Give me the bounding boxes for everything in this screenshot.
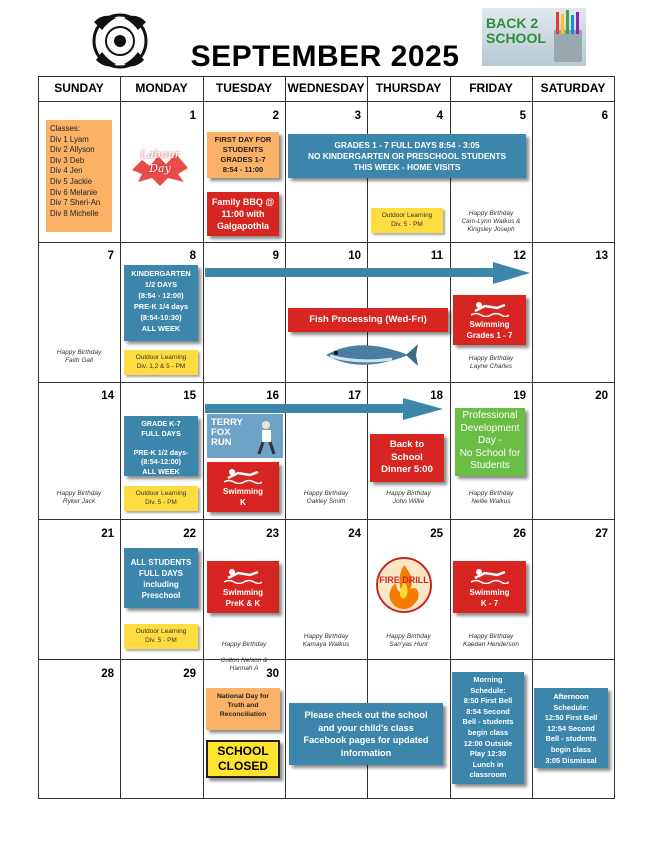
pro-d-line: Professional [462, 410, 518, 421]
birthday-note [453, 355, 529, 371]
morning-line: Bell - students [462, 717, 514, 727]
afternoon-line: 12:50 First Bell [544, 713, 598, 723]
kindergarten-line: (8:54 - 12:00) [138, 291, 184, 300]
first-day-line: 8:54 - 11:00 [222, 165, 264, 174]
date-number: 16 [266, 390, 279, 402]
birthday-name: San'yas Hunt [389, 641, 428, 648]
pro-d-day-box [455, 408, 525, 476]
kindergarten-box [124, 265, 198, 341]
birthday-name: Colton Nelson & Hannah A [220, 657, 268, 672]
day-header-tuesday: TUESDAY [215, 81, 273, 95]
facebook-line: Facebook pages for updated [303, 735, 429, 745]
outdoor-learning-label: Outdoor Learning [135, 354, 187, 361]
grid-line [285, 76, 286, 799]
back-to-school-dinner-box [370, 434, 444, 482]
day-header-saturday: SATURDAY [540, 81, 606, 95]
outdoor-learning-divs: Div. 5 - PM [145, 499, 177, 506]
classes-heading: Classes: [50, 124, 80, 133]
date-number: 13 [595, 250, 608, 262]
date-number: 7 [107, 250, 114, 262]
afternoon-line: begin class [550, 744, 592, 754]
swimming-box [207, 462, 279, 512]
day-header-friday: FRIDAY [469, 81, 513, 95]
week-arrow [205, 398, 443, 420]
kindergarten-line: (8:54-10:30) [140, 313, 182, 322]
birthday-label: Happy Birthday [56, 349, 102, 356]
grid-line [38, 76, 39, 799]
date-number: 21 [101, 528, 114, 540]
pro-d-line: No School for [459, 447, 521, 459]
swimming-box [207, 561, 279, 613]
outdoor-learning-label: Outdoor Learning [135, 628, 187, 635]
terry-fox-line: FOX [211, 427, 231, 438]
runner-icon [253, 420, 279, 456]
first-day-line: GRADES 1-7 [220, 155, 266, 164]
birthday-label: Happy Birthday [386, 490, 431, 497]
birthday-label: Happy Birthday [221, 641, 267, 648]
swimming-label: Swimming [469, 588, 510, 597]
afternoon-schedule-box [534, 688, 608, 768]
morning-line: 8:50 First Bell [463, 696, 513, 706]
afternoon-line: Bell - students [545, 734, 597, 744]
week-arrow [205, 262, 530, 284]
classes-list [46, 120, 112, 232]
labour-day-label: Labour Day [140, 148, 180, 175]
truth-reconciliation-box [206, 688, 280, 730]
birthday-label: Happy Birthday [303, 490, 349, 497]
terry-fox-run-image [207, 414, 283, 458]
birthday-label: Happy Birthday [468, 355, 514, 362]
terry-fox-text [211, 418, 243, 448]
swimming-label: Swimming [222, 487, 263, 496]
first-day-line: STUDENTS [222, 145, 264, 154]
morning-line: Play 12:30 [469, 749, 507, 759]
date-number: 27 [595, 528, 608, 540]
grid-line [532, 76, 533, 799]
birthday-name: Cam-Lynn Walkus & Kingsley Joseph [461, 218, 521, 233]
birthday-label: Happy Birthday [468, 633, 514, 640]
outdoor-learning-box [124, 486, 198, 511]
birthday-label: Happy Birthday [56, 490, 102, 497]
birthday-label: Happy Birthday [468, 210, 514, 217]
birthday-note [206, 633, 282, 681]
morning-line: Morning [473, 675, 503, 684]
kindergarten-line: 1/2 DAYS [144, 280, 178, 289]
fire-drill-graphic [372, 555, 436, 615]
date-number: 17 [348, 390, 361, 402]
class-item: Div 1 Lyam [50, 134, 89, 144]
birthday-name: Kaedan Henderson [462, 641, 519, 648]
outdoor-learning-box [371, 208, 443, 233]
birthday-note [40, 490, 118, 506]
pro-d-line: Students [470, 460, 510, 471]
birthday-note [287, 633, 365, 649]
date-number: 23 [266, 528, 279, 540]
all-students-line: including [143, 580, 179, 589]
outdoor-learning-box [124, 624, 198, 649]
grid-line [38, 659, 615, 660]
kindergarten-line: PRE-K 1/4 days [133, 302, 189, 311]
birthday-name: Oakley Smith [306, 498, 346, 505]
pro-d-line: Day - [478, 435, 502, 446]
swimming-grades: K [240, 498, 246, 507]
birthday-label: Happy Birthday [386, 633, 431, 640]
grade-k7-line: FULL DAYS [141, 428, 181, 438]
grid-line [38, 242, 615, 243]
swimmer-icon [224, 466, 262, 484]
school-closed-box [206, 740, 280, 778]
morning-line: begin class [467, 727, 509, 737]
date-number: 1 [189, 110, 196, 122]
birthday-note [369, 490, 448, 506]
class-item: Div 5 Jackie [50, 176, 93, 186]
birthday-note [451, 633, 531, 649]
date-number: 12 [513, 250, 526, 262]
date-number: 25 [430, 528, 443, 540]
outdoor-learning-box [124, 350, 198, 375]
grid-line [367, 76, 368, 799]
school-closed-line: CLOSED [217, 759, 268, 773]
all-students-line: FULL DAYS [138, 569, 183, 578]
banner-line: GRADES 1 - 7 FULL DAYS 8:54 - 3:05 [334, 140, 480, 150]
birthday-name: Nellie Walkus [471, 498, 511, 505]
grid-line [120, 76, 121, 799]
first-day-line: FIRST DAY FOR [214, 135, 272, 144]
dinner-line: Dinner 5:00 [381, 464, 433, 475]
pro-d-line: Development [460, 422, 520, 434]
afternoon-line: 12:54 Second [547, 723, 595, 733]
facebook-line: and your child's class [318, 722, 414, 733]
terry-fox-line: TERRY [211, 417, 243, 428]
all-students-line: ALL STUDENTS [130, 558, 192, 567]
all-students-box [124, 548, 198, 608]
date-number: 24 [348, 528, 361, 540]
birthday-name: Layne Charles [470, 363, 512, 370]
first-day-box [207, 132, 279, 178]
grades-full-days-banner [288, 134, 526, 178]
outdoor-learning-label: Outdoor Learning [135, 490, 187, 497]
dinner-line: Back to [389, 439, 425, 450]
grid-line [38, 101, 615, 102]
date-number: 11 [430, 250, 443, 262]
grid-line [203, 76, 204, 799]
labour-day-graphic [128, 140, 192, 192]
date-number: 15 [183, 390, 196, 402]
outdoor-learning-label: Outdoor Learning [381, 212, 433, 219]
kindergarten-line: KINDERGARTEN [131, 269, 191, 278]
kindergarten-line: ALL WEEK [141, 324, 181, 333]
grade-k7-line: PRE-K 1/2 days- [133, 447, 189, 457]
morning-line: Schedule: [470, 685, 506, 695]
birthday-label: Happy Birthday [303, 633, 349, 640]
dinner-line: School [391, 451, 423, 463]
outdoor-learning-divs: Div. 5 - PM [391, 221, 423, 228]
afternoon-line: 3:05 Dismissal [545, 755, 597, 765]
class-item: Div 4 Jen [50, 166, 83, 176]
birthday-name: John Willie [392, 498, 425, 505]
swimming-grades: K - 7 [480, 599, 499, 608]
page-title: SEPTEMBER 2025 [190, 40, 460, 73]
afternoon-line: Schedule: [553, 702, 589, 712]
swimming-label: Swimming [469, 320, 510, 329]
date-number: 4 [436, 110, 443, 122]
grade-k7-line [124, 438, 198, 448]
family-bbq-box: Family BBQ @ 11:00 with Galgapothla [207, 192, 279, 236]
class-item: Div 3 Deb [50, 155, 85, 165]
date-number: 26 [513, 528, 526, 540]
back2school-label: BACK 2 SCHOOL [486, 15, 546, 46]
date-number: 10 [348, 250, 361, 262]
swimming-box [453, 561, 526, 613]
truth-line: Truth and [227, 702, 259, 709]
date-number: 20 [595, 390, 608, 402]
swimming-box [453, 295, 526, 345]
outdoor-learning-divs: Div. 1,2 & 5 - PM [136, 363, 186, 370]
grid-line [38, 382, 615, 383]
date-number: 5 [519, 110, 526, 122]
grade-k7-line: GRADE K-7 [141, 419, 181, 428]
grade-k7-line: (8:54-12:00) [141, 457, 181, 467]
date-number: 30 [266, 668, 279, 680]
day-header-sunday: SUNDAY [54, 81, 104, 95]
birthday-note [369, 633, 448, 649]
date-number: 6 [601, 110, 608, 122]
date-number: 22 [183, 528, 196, 540]
grid-line [38, 798, 615, 799]
date-number: 9 [272, 250, 279, 262]
swimming-label: Swimming [222, 588, 263, 597]
birthday-name: Faith Gall [65, 357, 93, 364]
facebook-line: information [340, 747, 392, 758]
class-item: Div 7 Sheri-An [50, 198, 101, 208]
day-header-thursday: THURSDAY [375, 81, 442, 95]
grid-line [38, 519, 615, 520]
day-header-wednesday: WEDNESDAY [287, 81, 365, 95]
date-number: 14 [101, 390, 114, 402]
fire-drill-label: FIRE DRILL [379, 575, 429, 585]
morning-line: classroom [469, 770, 507, 780]
truth-line: National Day for [216, 693, 270, 700]
birthday-name: Ryker Jack [62, 498, 96, 505]
class-item: Div 2 Allyson [50, 145, 95, 155]
morning-line: Lunch in [472, 759, 504, 769]
morning-line: 8:54 Second [466, 706, 510, 716]
date-number: 28 [101, 668, 114, 680]
date-number: 3 [354, 110, 361, 122]
date-number: 2 [272, 110, 279, 122]
all-students-line: Preschool [141, 591, 181, 600]
truth-line: Reconciliation [219, 711, 267, 718]
day-header-monday: MONDAY [135, 81, 188, 95]
birthday-note [453, 210, 529, 234]
date-number: 18 [430, 390, 443, 402]
grid-line [450, 76, 451, 799]
facebook-note-box [289, 703, 443, 765]
morning-line: 12:00 Outside [463, 738, 513, 748]
fish-processing-banner: Fish Processing (Wed-Fri) [288, 308, 448, 332]
birthday-name: Kamaya Walkus [302, 641, 350, 648]
facebook-line: Please check out the school [304, 710, 428, 720]
grid-line [614, 76, 615, 799]
banner-line: THIS WEEK - HOME VISITS [353, 162, 461, 172]
birthday-note [453, 490, 529, 506]
outdoor-learning-divs: Div. 5 - PM [145, 637, 177, 644]
morning-schedule-box [452, 672, 524, 784]
swimmer-icon [471, 566, 509, 584]
swimming-grades: PreK & K [225, 599, 261, 608]
birthday-note [40, 349, 118, 365]
grade-k7-line: ALL WEEK [142, 466, 180, 476]
school-closed-line: SCHOOL [217, 744, 269, 758]
date-number: 19 [513, 390, 526, 402]
class-item: Div 8 Michelle [50, 208, 99, 218]
swimmer-icon [471, 299, 509, 317]
birthday-note [287, 490, 365, 506]
terry-fox-line: RUN [211, 437, 232, 448]
grade-k7-box [124, 416, 198, 476]
swimming-grades: Grades 1 - 7 [466, 331, 513, 340]
date-number: 8 [189, 250, 196, 262]
class-item: Div 6 Melanie [50, 187, 98, 197]
afternoon-line: Afternoon [553, 692, 589, 701]
date-number: 29 [183, 668, 196, 680]
swimmer-icon [224, 566, 262, 584]
banner-line: NO KINDERGARTEN OR PRESCHOOL STUDENTS [307, 151, 507, 161]
fish-icon [322, 338, 418, 372]
birthday-label: Happy Birthday [468, 490, 514, 497]
